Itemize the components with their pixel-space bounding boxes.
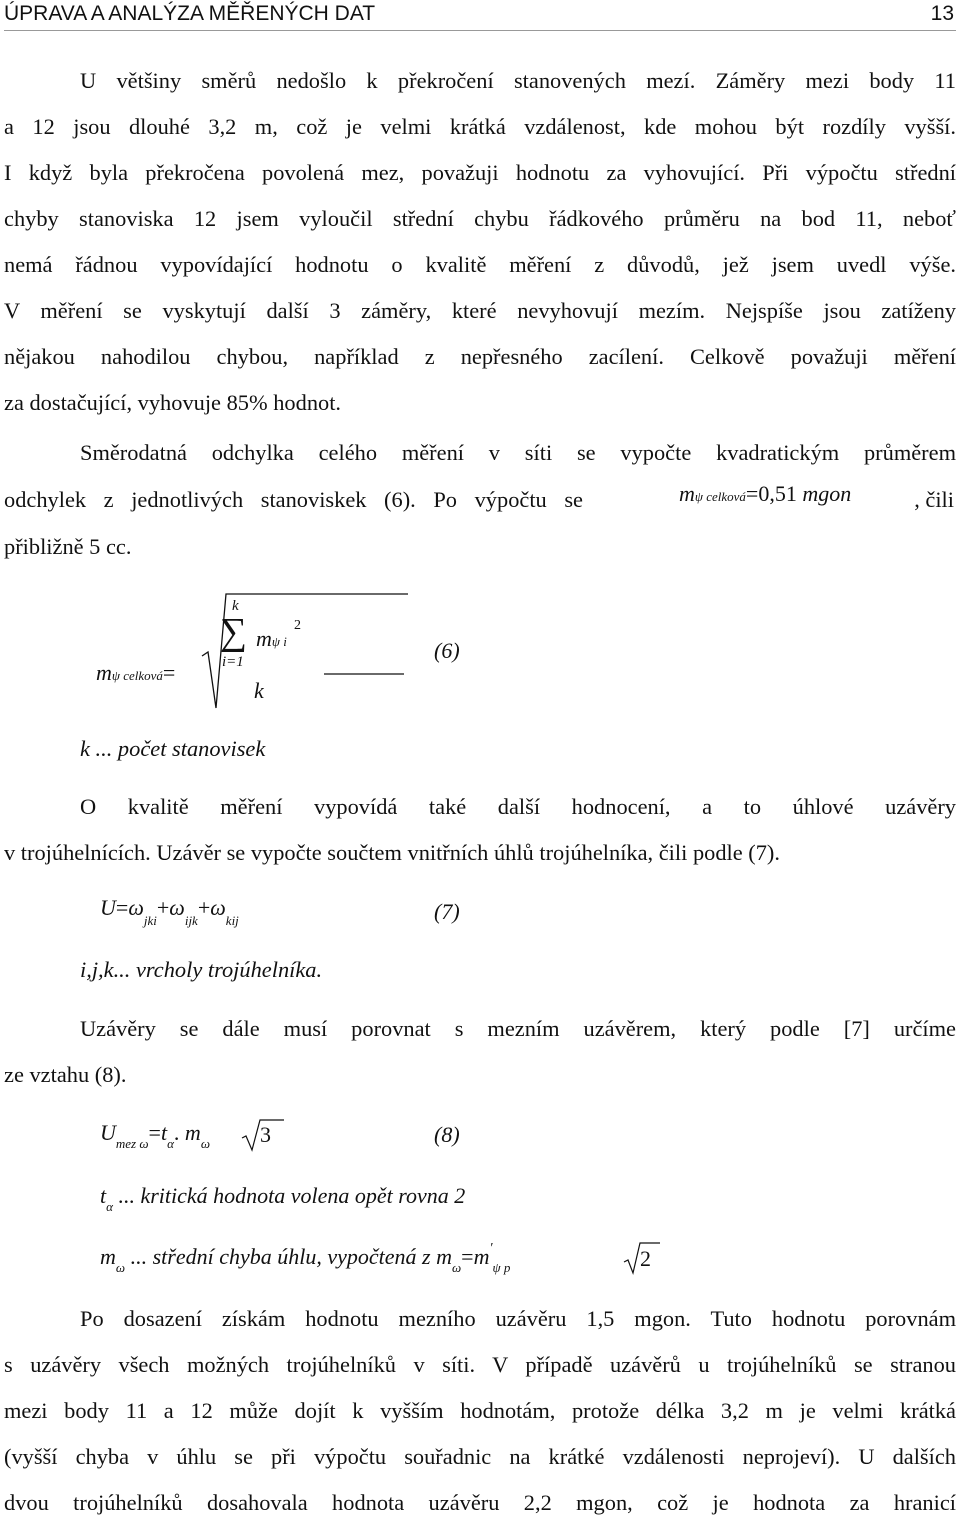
math-subscript: ψ p <box>492 1260 511 1275</box>
text-line: chyby stanoviska 12 jsem vyloučil střední chybu řádkového průměru na bod 11, neboť <box>4 206 956 231</box>
text-line: nějakou nahodilou chybou, například z nepřesného zacílení. Celkově považuji měření <box>4 344 956 369</box>
math-omega: ω <box>128 895 144 920</box>
math-subscript: ω <box>115 1260 126 1275</box>
equation-number: (6) <box>434 638 460 663</box>
paragraph-4-line-2: ze vztahu (8). <box>4 1062 127 1087</box>
math-subscript: ω <box>451 1260 462 1275</box>
eq7-note: i,j,k... vrcholy trojúhelníka. <box>80 957 323 982</box>
text-line: Po dosazení získám hodnotu mezního uzávěru 1,5 mgon. Tuto hodnotu porovnám <box>80 1306 956 1331</box>
math-subscript: ψ celková <box>111 668 163 683</box>
page-header <box>4 0 956 31</box>
paragraph-2-line-2 <box>4 481 956 513</box>
math-m: m <box>679 481 695 506</box>
text-segment: , čili <box>914 487 954 512</box>
equation-number: (8) <box>434 1122 460 1147</box>
sum-lower-limit: i=1 <box>222 654 244 670</box>
sum-upper-limit: k <box>232 598 239 614</box>
math-equals: = <box>148 1120 161 1145</box>
paragraph-3-line-2: v trojúhelnících. Uzávěr se vypočte součtem vnitřních úhlů trojúhelníka, čili podle (7). <box>4 840 780 865</box>
math-equals: = <box>115 895 129 920</box>
math-m: m <box>100 1244 116 1269</box>
math-dot: . <box>173 1120 180 1145</box>
math-subscript: α <box>167 1136 174 1151</box>
math-subscript: mez ω <box>115 1136 149 1151</box>
math-plus: + <box>156 895 170 920</box>
math-subscript: jki <box>143 913 157 928</box>
paragraph-1 <box>4 58 956 426</box>
math-superscript: 2 <box>294 618 301 633</box>
paragraph-5 <box>4 1296 956 1526</box>
math-unit: mgon <box>802 481 852 506</box>
math-m: m <box>256 626 272 651</box>
eq6-term <box>256 626 287 652</box>
eq8-formula <box>100 1120 210 1151</box>
paragraph-4-line-1: Uzávěry se dále musí porovnat s mezním uzávěrem, který podle [7] určíme <box>80 1016 956 1041</box>
math-m: m <box>436 1244 452 1269</box>
text-line: nemá řádnou vypovídající hodnotu o kvalitě měření z důvodů, jež jsem uvedl výše. <box>4 252 956 277</box>
page-number: 13 <box>930 2 954 25</box>
text-segment: odchylek z jednotlivých stanoviskek (6). Po výpočtu se <box>4 487 583 512</box>
math-subscript: ψ i <box>271 634 287 649</box>
text-line: za dostačující, vyhovuje 85% hodnot. <box>4 390 342 415</box>
math-U: U <box>100 895 116 920</box>
note-text: ... kritická hodnota volena opět rovna 2 <box>112 1183 466 1208</box>
eq7-formula <box>100 895 239 928</box>
eq8-note-2 <box>100 1241 511 1275</box>
text-line: mezi body 11 a 12 může dojít k vyšším hodnotám, protože délka 3,2 m je velmi krátká <box>4 1398 956 1423</box>
math-subscript: ψ celková <box>694 489 746 504</box>
math-t: t <box>100 1183 107 1208</box>
eq6-lhs <box>96 660 175 686</box>
paragraph-2-line-1: Směrodatná odchylka celého měření v síti se vypočte kvadratickým průměrem <box>80 440 956 465</box>
eq6-note: k ... počet stanovisek <box>80 736 266 761</box>
text-line: a 12 jsou dlouhé 3,2 m, což je velmi krátká vzdálenost, kde mohou být rozdíly vyšší. <box>4 114 956 139</box>
math-prime: ′ <box>489 1241 493 1256</box>
math-value: =0,51 <box>745 481 797 506</box>
math-equals: = <box>461 1244 474 1269</box>
text-line: U většiny směrů nedošlo k překročení stanovených mezí. Záměry mezi body 11 <box>80 68 956 93</box>
math-subscript: ijk <box>184 913 198 928</box>
equation-7 <box>100 895 500 935</box>
inline-formula <box>679 481 851 507</box>
equation-8 <box>100 1118 500 1158</box>
math-plus: + <box>197 895 211 920</box>
eq6-denominator: k <box>254 678 264 703</box>
math-m: m <box>96 660 112 685</box>
math-subscript: kij <box>225 913 239 928</box>
text-line: I když byla překročena povolená mez, považuji hodnotu za vyhovující. Při výpočtu střední <box>4 160 956 185</box>
sum-sign: ∑ <box>220 611 248 653</box>
math-subscript: ω <box>200 1136 210 1151</box>
paragraph-2-line-3: přibližně 5 cc. <box>4 534 132 559</box>
text-line: dvou trojúhelníků dosahovala hodnota uzávěru 2,2 mgon, což je hodnota za hranicí <box>4 1490 956 1515</box>
math-t: t <box>160 1120 168 1145</box>
chapter-title: ÚPRAVA A ANALÝZA MĚŘENÝCH DAT <box>4 2 376 25</box>
text-line: (vyšší chyba v úhlu se při výpočtu souřadnic na krátké vzdálenosti neprojeví). U dalších <box>4 1444 956 1469</box>
paragraph-3-line-1: O kvalitě měření vypovídá také další hodnocení, a to úhlové uzávěry <box>80 794 956 819</box>
text-line: V měření se vyskytují další 3 záměry, které nevyhovují mezím. Nejspíše jsou zatíženy <box>4 298 956 323</box>
equation-6 <box>96 590 496 720</box>
math-subscript: α <box>106 1199 113 1214</box>
sqrt-radicand: 3 <box>260 1122 271 1147</box>
eq8-note-1 <box>100 1183 466 1214</box>
math-U: U <box>100 1120 116 1145</box>
math-omega: ω <box>169 895 185 920</box>
equation-number: (7) <box>434 899 460 924</box>
math-omega: ω <box>210 895 226 920</box>
sqrt-radicand: 2 <box>640 1246 651 1271</box>
note-text: ... střední chyba úhlu, vypočtená z <box>125 1244 437 1269</box>
math-m: m <box>473 1244 490 1269</box>
math-m: m <box>184 1120 201 1145</box>
math-equals: = <box>162 660 176 685</box>
text-line: s uzávěry všech možných trojúhelníků v síti. V případě uzávěrů u trojúhelníků se stranou <box>4 1352 956 1377</box>
